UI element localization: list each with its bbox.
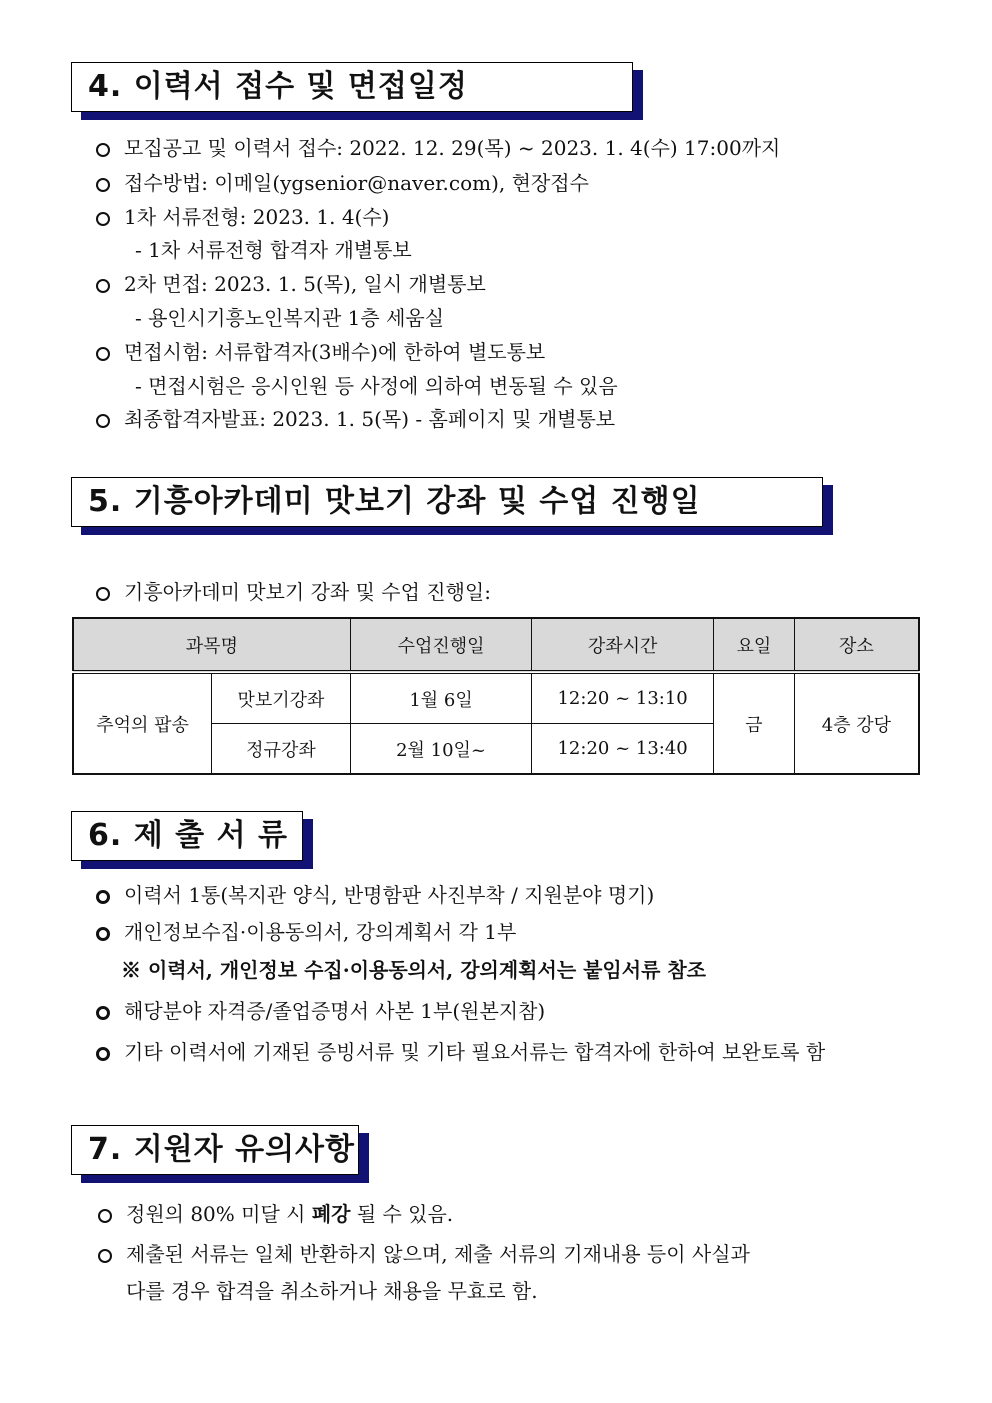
sec6-item: 해당분야 자격증/졸업증명서 사본 1부(원본지참) <box>96 998 545 1024</box>
circle-bullet-icon <box>96 347 110 361</box>
section-7-title: 7. 지원자 유의사항 <box>71 1125 359 1175</box>
circle-bullet-icon <box>96 587 110 601</box>
sec4-subitem: - 용인시기흥노인복지관 1층 세움실 <box>135 306 445 330</box>
course-date: 1월 6일 <box>350 672 532 724</box>
sec4-item: 면접시험: 서류합격자(3배수)에 한하여 별도통보 <box>96 339 545 365</box>
header-subject: 과목명 <box>73 618 350 672</box>
sec4-item: 최종합격자발표: 2023. 1. 5(목) - 홈페이지 및 개별통보 <box>96 406 615 432</box>
sec6-item: 기타 이력서에 기재된 증빙서류 및 기타 필요서류는 합격자에 한하여 보완토록 함 <box>96 1039 825 1065</box>
sec7-item-continued: 다를 경우 합격을 취소하거나 채용을 무효로 함. <box>126 1279 538 1303</box>
sec6-note: ※ 이력서, 개인정보 수집·이용동의서, 강의계획서는 붙임서류 참조 <box>121 958 706 982</box>
circle-bullet-icon <box>96 414 110 428</box>
sec4-item: 접수방법: 이메일(ygsenior@naver.com), 현장접수 <box>96 170 589 196</box>
circle-bullet-icon <box>98 1209 112 1223</box>
sec6-item: 개인정보수집·이용동의서, 강의계획서 각 1부 <box>96 919 516 945</box>
circle-bullet-icon <box>96 1006 110 1020</box>
circle-bullet-icon <box>98 1249 112 1263</box>
sec4-subitem: - 1차 서류전형 합격자 개별통보 <box>135 238 412 262</box>
circle-bullet-icon <box>96 890 110 904</box>
section-6-title: 6. 제 출 서 류 <box>71 811 303 861</box>
table-row <box>73 672 919 724</box>
section-4-title: 4. 이력서 접수 및 면접일정 <box>71 62 633 112</box>
sec4-item: 모집공고 및 이력서 접수: 2022. 12. 29(목) ~ 2023. 1. 4(수) 17:00까지 <box>96 135 780 161</box>
circle-bullet-icon <box>96 927 110 941</box>
header-date: 수업진행일 <box>350 618 532 672</box>
sec4-item: 2차 면접: 2023. 1. 5(목), 일시 개별통보 <box>96 271 486 297</box>
table-header-row <box>73 618 919 672</box>
circle-bullet-icon <box>96 143 110 157</box>
sec4-item: 1차 서류전형: 2023. 1. 4(수) <box>96 204 389 230</box>
course-day: 금 <box>713 672 794 774</box>
section-5-title: 5. 기흥아카데미 맛보기 강좌 및 수업 진행일 <box>71 477 823 527</box>
closure-emphasis: 폐강 <box>311 1202 351 1226</box>
course-place: 4층 강당 <box>794 672 919 774</box>
sec5-intro: 기흥아카데미 맛보기 강좌 및 수업 진행일: <box>96 579 491 605</box>
circle-bullet-icon <box>96 279 110 293</box>
sec7-item: 정원의 80% 미달 시 폐강 될 수 있음. <box>98 1201 453 1227</box>
course-name: 추억의 팝송 <box>73 672 212 774</box>
circle-bullet-icon <box>96 212 110 226</box>
circle-bullet-icon <box>96 178 110 192</box>
course-date: 2월 10일~ <box>350 724 532 775</box>
sec4-subitem: - 면접시험은 응시인원 등 사정에 의하여 변동될 수 있음 <box>135 374 618 398</box>
course-time: 12:20 ~ 13:10 <box>532 672 714 724</box>
header-time: 강좌시간 <box>532 618 714 672</box>
header-day: 요일 <box>713 618 794 672</box>
circle-bullet-icon <box>96 1047 110 1061</box>
sec6-item: 이력서 1통(복지관 양식, 반명함판 사진부착 / 지원분야 명기) <box>96 882 654 908</box>
course-time: 12:20 ~ 13:40 <box>532 724 714 775</box>
header-place: 장소 <box>794 618 919 672</box>
schedule-table <box>72 617 920 775</box>
sec7-item: 제출된 서류는 일체 반환하지 않으며, 제출 서류의 기재내용 등이 사실과 <box>98 1241 750 1267</box>
course-type: 맛보기강좌 <box>212 672 351 724</box>
course-type: 정규강좌 <box>212 724 351 775</box>
